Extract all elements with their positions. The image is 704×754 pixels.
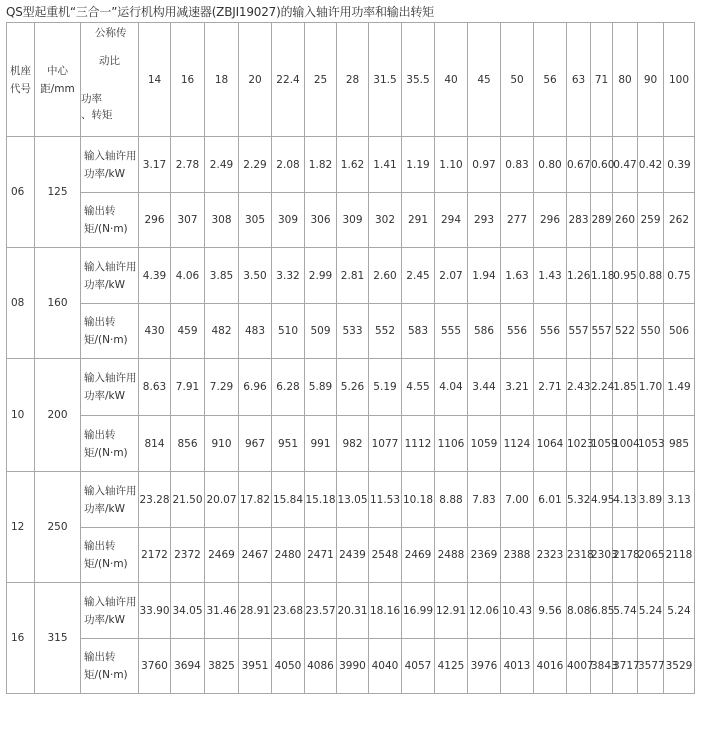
torque-value-cell: 1023 <box>567 416 591 472</box>
torque-value-cell: 277 <box>501 193 534 248</box>
power-value-cell: 12.06 <box>468 583 501 639</box>
power-value-cell: 4.95 <box>591 472 613 528</box>
center-distance-cell: 315 <box>35 583 81 694</box>
power-value-cell: 1.26 <box>567 248 591 304</box>
torque-value-cell: 2388 <box>501 528 534 583</box>
header-ratio-cell: 56 <box>534 23 567 137</box>
power-value-cell: 20.31 <box>337 583 369 639</box>
torque-value-cell: 2323 <box>534 528 567 583</box>
torque-value-cell: 305 <box>239 193 272 248</box>
torque-value-cell: 2469 <box>205 528 239 583</box>
power-value-cell: 1.62 <box>337 137 369 193</box>
header-ratio-cell: 20 <box>239 23 272 137</box>
power-value-cell: 20.07 <box>205 472 239 528</box>
table-row <box>7 583 695 639</box>
power-value-cell: 2.07 <box>435 248 468 304</box>
row-label-power: 输入轴许用功率/kW <box>81 359 139 416</box>
torque-value-cell: 556 <box>501 304 534 359</box>
torque-value-cell: 1059 <box>468 416 501 472</box>
torque-value-cell: 2488 <box>435 528 468 583</box>
corner-label: 动比 <box>99 54 120 67</box>
power-value-cell: 1.19 <box>402 137 435 193</box>
torque-value-cell: 1059 <box>591 416 613 472</box>
torque-value-cell: 910 <box>205 416 239 472</box>
power-value-cell: 3.50 <box>239 248 272 304</box>
torque-value-cell: 510 <box>272 304 305 359</box>
torque-value-cell: 1053 <box>638 416 664 472</box>
header-ratio-cell: 35.5 <box>402 23 435 137</box>
model-cell: 16 <box>7 583 35 694</box>
power-value-cell: 5.74 <box>613 583 638 639</box>
torque-value-cell: 307 <box>171 193 205 248</box>
row-label-power: 输入轴许用功率/kW <box>81 472 139 528</box>
torque-value-cell: 2118 <box>664 528 695 583</box>
power-value-cell: 16.99 <box>402 583 435 639</box>
row-label-power: 输入轴许用功率/kW <box>81 583 139 639</box>
power-value-cell: 6.01 <box>534 472 567 528</box>
power-value-cell: 6.85 <box>591 583 613 639</box>
torque-value-cell: 1124 <box>501 416 534 472</box>
power-value-cell: 21.50 <box>171 472 205 528</box>
power-value-cell: 3.85 <box>205 248 239 304</box>
power-value-cell: 0.67 <box>567 137 591 193</box>
model-cell: 12 <box>7 472 35 583</box>
power-value-cell: 31.46 <box>205 583 239 639</box>
power-value-cell: 8.63 <box>139 359 171 416</box>
power-value-cell: 5.89 <box>305 359 337 416</box>
torque-value-cell: 294 <box>435 193 468 248</box>
torque-value-cell: 951 <box>272 416 305 472</box>
power-value-cell: 4.39 <box>139 248 171 304</box>
torque-value-cell: 2178 <box>613 528 638 583</box>
power-value-cell: 0.75 <box>664 248 695 304</box>
power-value-cell: 5.32 <box>567 472 591 528</box>
torque-value-cell: 3825 <box>205 639 239 694</box>
torque-value-cell: 308 <box>205 193 239 248</box>
power-value-cell: 33.90 <box>139 583 171 639</box>
center-distance-cell: 200 <box>35 359 81 472</box>
power-value-cell: 3.13 <box>664 472 695 528</box>
power-value-cell: 2.60 <box>369 248 402 304</box>
model-cell: 06 <box>7 137 35 248</box>
power-value-cell: 2.49 <box>205 137 239 193</box>
row-label-torque: 输出转矩/(N·m) <box>81 304 139 359</box>
power-value-cell: 2.99 <box>305 248 337 304</box>
torque-value-cell: 552 <box>369 304 402 359</box>
power-value-cell: 2.43 <box>567 359 591 416</box>
torque-value-cell: 260 <box>613 193 638 248</box>
power-value-cell: 2.71 <box>534 359 567 416</box>
torque-value-cell: 291 <box>402 193 435 248</box>
torque-value-cell: 306 <box>305 193 337 248</box>
header-model: 机座代号 <box>7 23 35 137</box>
power-value-cell: 7.29 <box>205 359 239 416</box>
center-distance-cell: 250 <box>35 472 81 583</box>
torque-value-cell: 1004 <box>613 416 638 472</box>
header-ratio-cell: 71 <box>591 23 613 137</box>
torque-value-cell: 4057 <box>402 639 435 694</box>
torque-value-cell: 586 <box>468 304 501 359</box>
torque-value-cell: 856 <box>171 416 205 472</box>
power-value-cell: 28.91 <box>239 583 272 639</box>
torque-value-cell: 3990 <box>337 639 369 694</box>
torque-value-cell: 2372 <box>171 528 205 583</box>
power-value-cell: 10.43 <box>501 583 534 639</box>
torque-value-cell: 1077 <box>369 416 402 472</box>
power-value-cell: 23.57 <box>305 583 337 639</box>
power-value-cell: 6.96 <box>239 359 272 416</box>
header-ratio-cell: 90 <box>638 23 664 137</box>
torque-value-cell: 3529 <box>664 639 695 694</box>
power-value-cell: 8.08 <box>567 583 591 639</box>
power-value-cell: 2.29 <box>239 137 272 193</box>
reducer-data-table <box>6 22 695 694</box>
torque-value-cell: 556 <box>534 304 567 359</box>
torque-value-cell: 4016 <box>534 639 567 694</box>
row-label-torque: 输出转矩/(N·m) <box>81 416 139 472</box>
table-row <box>7 137 695 193</box>
power-value-cell: 18.16 <box>369 583 402 639</box>
torque-value-cell: 296 <box>139 193 171 248</box>
torque-value-cell: 2318 <box>567 528 591 583</box>
torque-value-cell: 583 <box>402 304 435 359</box>
table-row <box>7 359 695 416</box>
torque-value-cell: 3843 <box>591 639 613 694</box>
torque-value-cell: 2065 <box>638 528 664 583</box>
header-ratio-cell: 63 <box>567 23 591 137</box>
power-value-cell: 11.53 <box>369 472 402 528</box>
power-value-cell: 2.78 <box>171 137 205 193</box>
power-value-cell: 5.19 <box>369 359 402 416</box>
torque-value-cell: 3760 <box>139 639 171 694</box>
torque-value-cell: 302 <box>369 193 402 248</box>
power-value-cell: 8.88 <box>435 472 468 528</box>
torque-value-cell: 1064 <box>534 416 567 472</box>
power-value-cell: 4.04 <box>435 359 468 416</box>
header-ratio-cell: 45 <box>468 23 501 137</box>
power-value-cell: 3.32 <box>272 248 305 304</box>
torque-value-cell: 3577 <box>638 639 664 694</box>
power-value-cell: 5.24 <box>664 583 695 639</box>
power-value-cell: 0.39 <box>664 137 695 193</box>
table-row <box>7 528 695 583</box>
torque-value-cell: 2303 <box>591 528 613 583</box>
power-value-cell: 10.18 <box>402 472 435 528</box>
torque-value-cell: 4125 <box>435 639 468 694</box>
torque-value-cell: 1112 <box>402 416 435 472</box>
torque-value-cell: 296 <box>534 193 567 248</box>
torque-value-cell: 2439 <box>337 528 369 583</box>
row-label-power: 输入轴许用功率/kW <box>81 248 139 304</box>
torque-value-cell: 2172 <box>139 528 171 583</box>
power-value-cell: 1.49 <box>664 359 695 416</box>
power-value-cell: 5.24 <box>638 583 664 639</box>
torque-value-cell: 2467 <box>239 528 272 583</box>
power-value-cell: 1.82 <box>305 137 337 193</box>
torque-value-cell: 555 <box>435 304 468 359</box>
table-row <box>7 472 695 528</box>
header-ratio-cell: 28 <box>337 23 369 137</box>
row-label-torque: 输出转矩/(N·m) <box>81 528 139 583</box>
header-ratio-cell: 100 <box>664 23 695 137</box>
torque-value-cell: 309 <box>337 193 369 248</box>
torque-value-cell: 262 <box>664 193 695 248</box>
torque-value-cell: 459 <box>171 304 205 359</box>
torque-value-cell: 3694 <box>171 639 205 694</box>
header-ratio-cell: 18 <box>205 23 239 137</box>
torque-value-cell: 430 <box>139 304 171 359</box>
torque-value-cell: 4007 <box>567 639 591 694</box>
torque-value-cell: 3951 <box>239 639 272 694</box>
power-value-cell: 0.97 <box>468 137 501 193</box>
torque-value-cell: 506 <box>664 304 695 359</box>
torque-value-cell: 550 <box>638 304 664 359</box>
power-value-cell: 0.42 <box>638 137 664 193</box>
power-value-cell: 5.26 <box>337 359 369 416</box>
power-value-cell: 1.85 <box>613 359 638 416</box>
power-value-cell: 7.00 <box>501 472 534 528</box>
power-value-cell: 1.10 <box>435 137 468 193</box>
power-value-cell: 3.17 <box>139 137 171 193</box>
torque-value-cell: 4086 <box>305 639 337 694</box>
torque-value-cell: 3717 <box>613 639 638 694</box>
power-value-cell: 3.44 <box>468 359 501 416</box>
torque-value-cell: 557 <box>567 304 591 359</box>
power-value-cell: 13.05 <box>337 472 369 528</box>
header-ratio-cell: 14 <box>139 23 171 137</box>
power-value-cell: 12.91 <box>435 583 468 639</box>
torque-value-cell: 283 <box>567 193 591 248</box>
power-value-cell: 3.21 <box>501 359 534 416</box>
power-value-cell: 2.08 <box>272 137 305 193</box>
torque-value-cell: 2548 <box>369 528 402 583</box>
torque-value-cell: 2369 <box>468 528 501 583</box>
table-row <box>7 416 695 472</box>
torque-value-cell: 967 <box>239 416 272 472</box>
corner-label: 功率 <box>81 92 102 105</box>
power-value-cell: 4.06 <box>171 248 205 304</box>
power-value-cell: 0.60 <box>591 137 613 193</box>
power-value-cell: 34.05 <box>171 583 205 639</box>
power-value-cell: 1.41 <box>369 137 402 193</box>
torque-value-cell: 482 <box>205 304 239 359</box>
torque-value-cell: 259 <box>638 193 664 248</box>
power-value-cell: 6.28 <box>272 359 305 416</box>
power-value-cell: 9.56 <box>534 583 567 639</box>
power-value-cell: 1.18 <box>591 248 613 304</box>
power-value-cell: 3.89 <box>638 472 664 528</box>
table-row <box>7 304 695 359</box>
torque-value-cell: 985 <box>664 416 695 472</box>
power-value-cell: 17.82 <box>239 472 272 528</box>
power-value-cell: 1.70 <box>638 359 664 416</box>
power-value-cell: 0.47 <box>613 137 638 193</box>
power-value-cell: 1.94 <box>468 248 501 304</box>
table-row <box>7 639 695 694</box>
torque-value-cell: 533 <box>337 304 369 359</box>
header-ratio-cell: 22.4 <box>272 23 305 137</box>
header-ratio-cell: 50 <box>501 23 534 137</box>
power-value-cell: 1.43 <box>534 248 567 304</box>
row-label-torque: 输出转矩/(N·m) <box>81 193 139 248</box>
model-cell: 08 <box>7 248 35 359</box>
power-value-cell: 2.81 <box>337 248 369 304</box>
power-value-cell: 1.63 <box>501 248 534 304</box>
torque-value-cell: 522 <box>613 304 638 359</box>
torque-value-cell: 3976 <box>468 639 501 694</box>
power-value-cell: 0.95 <box>613 248 638 304</box>
header-center-distance: 中心距/mm <box>35 23 81 137</box>
torque-value-cell: 509 <box>305 304 337 359</box>
table-row <box>7 193 695 248</box>
table-row <box>7 248 695 304</box>
torque-value-cell: 814 <box>139 416 171 472</box>
center-distance-cell: 125 <box>35 137 81 248</box>
torque-value-cell: 2471 <box>305 528 337 583</box>
torque-value-cell: 991 <box>305 416 337 472</box>
header-corner <box>81 23 139 137</box>
torque-value-cell: 2480 <box>272 528 305 583</box>
torque-value-cell: 293 <box>468 193 501 248</box>
power-value-cell: 4.55 <box>402 359 435 416</box>
power-value-cell: 15.18 <box>305 472 337 528</box>
center-distance-cell: 160 <box>35 248 81 359</box>
torque-value-cell: 982 <box>337 416 369 472</box>
power-value-cell: 7.91 <box>171 359 205 416</box>
torque-value-cell: 2469 <box>402 528 435 583</box>
torque-value-cell: 483 <box>239 304 272 359</box>
torque-value-cell: 289 <box>591 193 613 248</box>
power-value-cell: 0.83 <box>501 137 534 193</box>
power-value-cell: 7.83 <box>468 472 501 528</box>
torque-value-cell: 1106 <box>435 416 468 472</box>
torque-value-cell: 4050 <box>272 639 305 694</box>
header-row <box>7 23 695 137</box>
power-value-cell: 23.68 <box>272 583 305 639</box>
corner-label: 公称传 <box>95 26 127 39</box>
power-value-cell: 23.28 <box>139 472 171 528</box>
power-value-cell: 2.45 <box>402 248 435 304</box>
torque-value-cell: 557 <box>591 304 613 359</box>
header-ratio-cell: 16 <box>171 23 205 137</box>
row-label-torque: 输出转矩/(N·m) <box>81 639 139 694</box>
header-ratio-cell: 31.5 <box>369 23 402 137</box>
header-ratio-cell: 80 <box>613 23 638 137</box>
torque-value-cell: 309 <box>272 193 305 248</box>
torque-value-cell: 4040 <box>369 639 402 694</box>
page-title: QS型起重机“三合一”运行机构用减速器(ZBJI19027)的输入轴许用功率和输出转矩 <box>6 5 434 19</box>
power-value-cell: 2.24 <box>591 359 613 416</box>
header-ratio-cell: 25 <box>305 23 337 137</box>
row-label-power: 输入轴许用功率/kW <box>81 137 139 193</box>
power-value-cell: 15.84 <box>272 472 305 528</box>
torque-value-cell: 4013 <box>501 639 534 694</box>
header-ratio-cell: 40 <box>435 23 468 137</box>
model-cell: 10 <box>7 359 35 472</box>
power-value-cell: 0.80 <box>534 137 567 193</box>
power-value-cell: 0.88 <box>638 248 664 304</box>
corner-label: 、转矩 <box>81 108 113 121</box>
power-value-cell: 4.13 <box>613 472 638 528</box>
